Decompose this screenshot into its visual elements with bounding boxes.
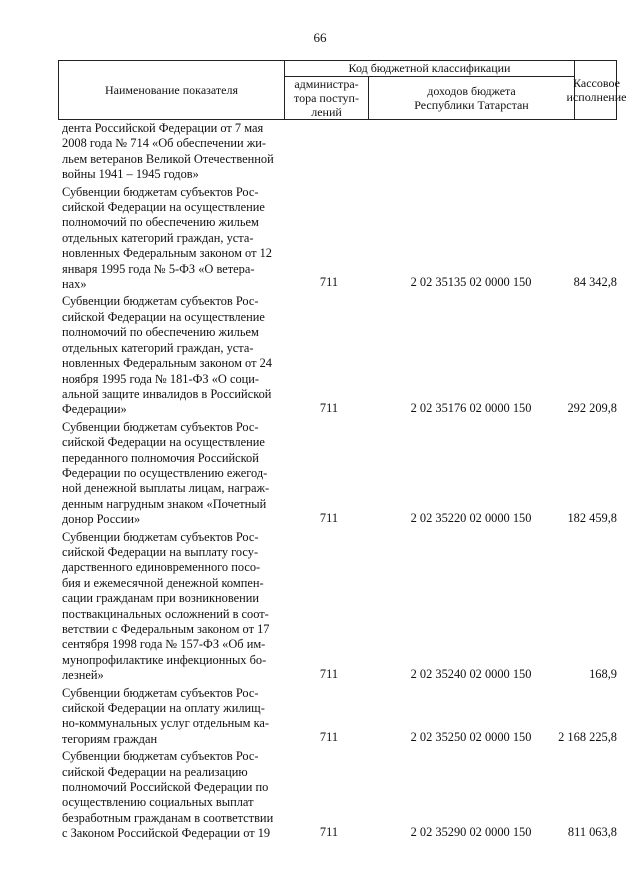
table-row [58,121,617,185]
cash-amount [558,730,617,749]
indicator-name-line: денным нагрудным знаком «Почетный [62,496,267,511]
indicator-name [58,530,278,686]
indicator-name-line: Субвенции бюджетам субъектов Рос- [62,685,259,700]
cash-amount-value: 292 209,8 [567,400,617,415]
cash-amount [567,400,617,420]
table-row [58,530,617,686]
indicator-name-line: января 1995 года № 5-ФЗ «О ветера- [62,261,255,276]
income-code: 2 02 35250 02 0000 150 [410,730,532,745]
indicator-name-line: новленных Федеральным законом от 12 [62,246,272,261]
indicator-name [58,294,278,419]
indicator-name-line: Субвенции бюджетам субъектов Рос- [62,749,259,764]
header-income-line: доходов бюджета [427,84,516,98]
header-cash-line: исполнение [566,90,627,104]
table-header [58,60,627,120]
cash-amount-value: 84 342,8 [573,275,617,290]
table-row [58,749,617,843]
header-admin-line: тора поступ- [294,91,359,105]
cash-amount [567,510,617,530]
indicator-name-line: ноября 1995 года № 181-ФЗ «О соци- [62,371,260,386]
table-row [58,686,617,750]
indicator-name-line: бия и ежемесячной денежной компен- [62,575,264,590]
indicator-name-line: сийской Федерации на осуществление [62,200,265,215]
indicator-name-line: новленных Федеральным законом от 24 [62,356,272,371]
indicator-name-line: войны 1941 – 1945 годов» [62,167,199,182]
table-body [58,121,617,844]
income-code: 2 02 35240 02 0000 150 [410,666,532,681]
header-admin-line: лений [311,105,342,119]
header-income-line: Республики Татарстан [414,98,529,112]
indicator-name-line: отдельных категорий граждан, уста- [62,340,254,355]
income-code: 2 02 35176 02 0000 150 [410,400,532,415]
cash-amount [574,667,617,686]
indicator-name-line: 2008 года № 714 «Об обеспечении жи- [62,136,267,151]
indicator-name-line: переданного полномочия Российской [62,450,259,465]
header-name-column: Наименование показателя [59,61,285,119]
income-code: 2 02 35290 02 0000 150 [410,824,532,839]
cash-amount [567,824,617,844]
indicator-name-line: безработным гражданам в соответствии [62,810,274,825]
indicator-name-line: сийской Федерации на осуществление [62,435,265,450]
indicator-name-line: лезней» [62,668,104,683]
admin-code: 711 [319,400,339,415]
indicator-name-line: сентября 1998 года № 157-ФЗ «Об им- [62,637,266,652]
header-cash-line: Кассовое [573,76,620,90]
indicator-name-line: сации гражданам при возникновении [62,591,260,606]
indicator-name-line: но-коммунальных услуг отдельным ка- [62,716,270,731]
indicator-name-line: сийской Федерации на выплату госу- [62,544,259,559]
indicator-name-line: тегориям граждан [62,731,158,746]
table-row [58,185,617,295]
admin-code: 711 [319,666,339,681]
indicator-name-line: Субвенции бюджетам субъектов Рос- [62,529,259,544]
indicator-name-line: Субвенции бюджетам субъектов Рос- [62,184,259,199]
indicator-name-line: поствакцинальных осложнений в соот- [62,606,269,621]
indicator-name-line: донор России» [62,512,141,527]
indicator-name-line: с Законом Российской Федерации от 19 [62,826,271,841]
cash-amount [574,166,617,185]
indicator-name-line: нах» [62,277,87,292]
indicator-name-line: полномочий по обеспечению жильем [62,325,259,340]
header-admin-column [285,77,369,119]
indicator-name [58,121,278,185]
indicator-name-line: Федерации по осуществлению ежегод- [62,465,268,480]
indicator-name-line: полномочий по обеспечению жильем [62,215,259,230]
indicator-name [58,185,278,295]
cash-amount-value: 182 459,8 [567,510,617,525]
income-code: 2 02 35220 02 0000 150 [410,510,532,525]
indicator-name-line: Субвенции бюджетам субъектов Рос- [62,294,259,309]
cash-amount [574,275,617,294]
income-code: 2 02 35135 02 0000 150 [410,275,532,290]
indicator-name [58,686,278,750]
admin-code: 711 [319,510,339,525]
table-row [58,294,617,419]
admin-code: 711 [319,730,339,745]
indicator-name-line: осуществлению социальных выплат [62,795,254,810]
admin-code: 711 [319,275,339,290]
indicator-name-line: Федерации» [62,402,127,417]
indicator-name-line: отдельных категорий граждан, уста- [62,230,254,245]
indicator-name-line: ветствии с Федеральным законом от 17 [62,622,270,636]
indicator-name-line: льем ветеранов Великой Отечественной [62,151,274,166]
table-row [58,420,617,530]
header-income-column [369,77,575,119]
header-code-group: Код бюджетной классификации [285,61,575,77]
indicator-name-line: сийской Федерации на реализацию [62,764,248,779]
cash-amount-value: 2 168 225,8 [558,730,617,745]
indicator-name-line: мунопрофилактике инфекционных бо- [62,652,267,667]
indicator-name-line: полномочий Российской Федерации по [62,780,269,795]
indicator-name-line: Субвенции бюджетам субъектов Рос- [62,419,259,434]
indicator-name-line: альной защите инвалидов в Российской [62,386,272,401]
indicator-name [58,420,278,530]
indicator-name [58,749,278,843]
header-cash-column [566,61,627,119]
page-number: 66 [313,30,327,45]
indicator-name-line: дента Российской Федерации от 7 мая [62,121,264,135]
cash-amount-value: 811 063,8 [567,824,617,839]
header-admin-line: администра- [294,77,359,91]
indicator-name-line: ной денежной выплаты лицам, награж- [62,481,270,496]
indicator-name-line: дарственного единовременного посо- [62,560,261,575]
indicator-name-line: сийской Федерации на осуществление [62,309,265,324]
cash-amount-value: 168,9 [589,666,617,681]
indicator-name-line: сийской Федерации на оплату жилищ- [62,701,265,716]
admin-code: 711 [319,824,339,839]
